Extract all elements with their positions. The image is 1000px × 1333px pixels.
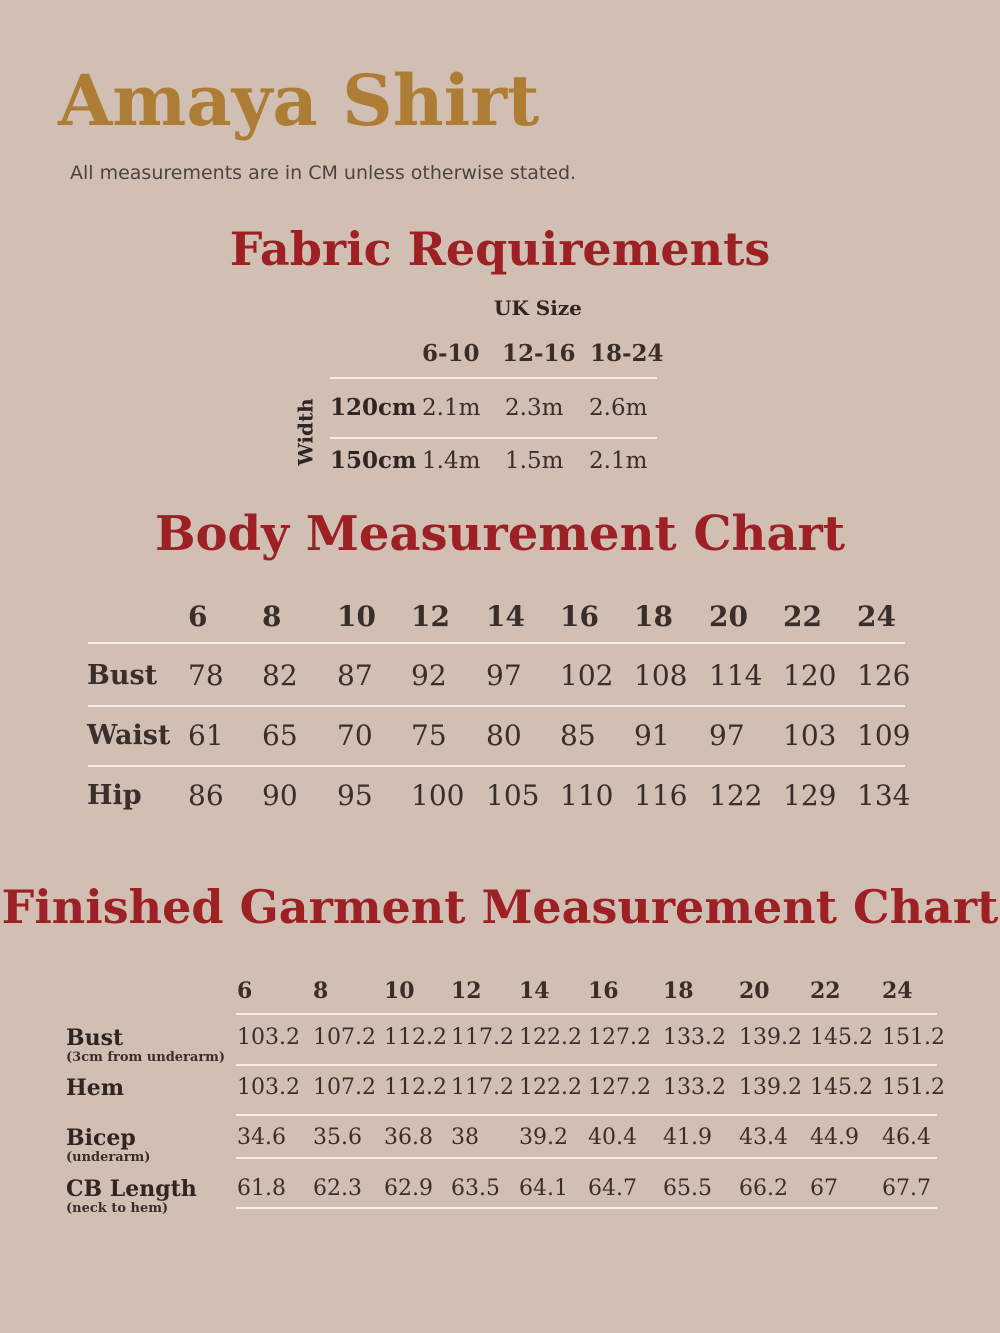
row-divider bbox=[236, 1157, 937, 1159]
body-value: 61 bbox=[188, 719, 224, 752]
body-value: 78 bbox=[188, 659, 224, 692]
garment-value: 107.2 bbox=[313, 1025, 376, 1050]
body-value: 103 bbox=[783, 719, 837, 752]
garment-value: 65.5 bbox=[663, 1176, 712, 1201]
garment-row-note: (3cm from underarm) bbox=[66, 1050, 226, 1065]
body-size-header: 20 bbox=[709, 600, 748, 633]
garment-value: 103.2 bbox=[237, 1025, 300, 1050]
garment-row-label: Bust bbox=[66, 1025, 124, 1051]
body-value: 85 bbox=[560, 719, 596, 752]
garment-size-header: 12 bbox=[451, 978, 482, 1004]
garment-value: 112.2 bbox=[384, 1075, 447, 1100]
fabric-value: 2.3m bbox=[505, 395, 564, 421]
garment-row-note: (neck to hem) bbox=[66, 1201, 169, 1216]
body-value: 86 bbox=[188, 779, 224, 812]
row-divider bbox=[330, 437, 657, 439]
garment-value: 63.5 bbox=[451, 1176, 500, 1201]
page-title: Amaya Shirt bbox=[58, 59, 540, 142]
fabric-size-header: 18-24 bbox=[590, 340, 664, 367]
body-value: 105 bbox=[486, 779, 540, 812]
garment-value: 46.4 bbox=[882, 1125, 931, 1150]
garment-value: 39.2 bbox=[519, 1125, 568, 1150]
garment-row-label: Bicep bbox=[66, 1125, 136, 1151]
garment-value: 43.4 bbox=[739, 1125, 788, 1150]
garment-size-header: 22 bbox=[810, 978, 841, 1004]
fabric-value: 1.4m bbox=[422, 448, 481, 474]
uk-size-label: UK Size bbox=[494, 296, 582, 320]
body-size-header: 24 bbox=[857, 600, 896, 633]
garment-value: 112.2 bbox=[384, 1025, 447, 1050]
garment-value: 67.7 bbox=[882, 1176, 931, 1201]
body-value: 97 bbox=[709, 719, 745, 752]
garment-value: 117.2 bbox=[451, 1075, 514, 1100]
body-value: 92 bbox=[411, 659, 447, 692]
garment-size-header: 24 bbox=[882, 978, 913, 1004]
garment-value: 145.2 bbox=[810, 1075, 873, 1100]
body-value: 65 bbox=[262, 719, 298, 752]
body-size-header: 14 bbox=[486, 600, 525, 633]
garment-size-header: 18 bbox=[663, 978, 694, 1004]
body-value: 70 bbox=[337, 719, 373, 752]
garment-row-label: Hem bbox=[66, 1075, 125, 1101]
fabric-value: 2.1m bbox=[422, 395, 481, 421]
body-size-header: 22 bbox=[783, 600, 822, 633]
garment-value: 145.2 bbox=[810, 1025, 873, 1050]
garment-value: 64.1 bbox=[519, 1176, 568, 1201]
garment-value: 127.2 bbox=[588, 1025, 651, 1050]
garment-size-header: 8 bbox=[313, 978, 329, 1004]
garment-value: 35.6 bbox=[313, 1125, 362, 1150]
body-value: 108 bbox=[634, 659, 688, 692]
fabric-size-header: 6-10 bbox=[422, 340, 480, 367]
body-measurement-title: Body Measurement Chart bbox=[154, 506, 846, 562]
row-divider bbox=[236, 1114, 937, 1116]
body-value: 82 bbox=[262, 659, 298, 692]
garment-value: 66.2 bbox=[739, 1176, 788, 1201]
garment-value: 62.3 bbox=[313, 1176, 362, 1201]
body-size-header: 12 bbox=[411, 600, 450, 633]
fabric-width-label: 120cm bbox=[330, 394, 417, 421]
body-value: 80 bbox=[486, 719, 522, 752]
fabric-requirements-title: Fabric Requirements bbox=[229, 222, 771, 276]
garment-value: 151.2 bbox=[882, 1075, 945, 1100]
body-value: 102 bbox=[560, 659, 614, 692]
garment-size-header: 16 bbox=[588, 978, 619, 1004]
body-value: 90 bbox=[262, 779, 298, 812]
garment-size-header: 20 bbox=[739, 978, 770, 1004]
garment-value: 122.2 bbox=[519, 1075, 582, 1100]
garment-value: 151.2 bbox=[882, 1025, 945, 1050]
body-row-label: Bust bbox=[87, 660, 158, 691]
row-divider bbox=[88, 705, 905, 707]
garment-size-header: 6 bbox=[237, 978, 253, 1004]
row-divider bbox=[236, 1064, 937, 1066]
body-value: 122 bbox=[709, 779, 763, 812]
width-label: Width bbox=[293, 398, 318, 466]
row-divider bbox=[330, 377, 657, 379]
body-value: 120 bbox=[783, 659, 837, 692]
body-value: 129 bbox=[783, 779, 837, 812]
garment-value: 139.2 bbox=[739, 1025, 802, 1050]
body-row-label: Waist bbox=[87, 720, 171, 751]
garment-row-label: CB Length bbox=[66, 1176, 197, 1202]
garment-measurement-title: Finished Garment Measurement Chart bbox=[1, 880, 999, 934]
body-value: 116 bbox=[634, 779, 688, 812]
body-value: 100 bbox=[411, 779, 465, 812]
garment-value: 41.9 bbox=[663, 1125, 712, 1150]
body-value: 97 bbox=[486, 659, 522, 692]
garment-value: 103.2 bbox=[237, 1075, 300, 1100]
fabric-value: 2.6m bbox=[589, 395, 648, 421]
garment-value: 62.9 bbox=[384, 1176, 433, 1201]
body-value: 87 bbox=[337, 659, 373, 692]
garment-value: 133.2 bbox=[663, 1025, 726, 1050]
garment-value: 44.9 bbox=[810, 1125, 859, 1150]
body-size-header: 10 bbox=[337, 600, 376, 633]
body-size-header: 8 bbox=[262, 600, 282, 633]
fabric-size-header: 12-16 bbox=[502, 340, 576, 367]
row-divider bbox=[88, 765, 905, 767]
fabric-width-label: 150cm bbox=[330, 447, 417, 474]
garment-row-note: (underarm) bbox=[66, 1150, 151, 1165]
body-row-label: Hip bbox=[87, 780, 142, 811]
garment-value: 117.2 bbox=[451, 1025, 514, 1050]
row-divider bbox=[88, 642, 905, 644]
garment-value: 67 bbox=[810, 1176, 838, 1201]
fabric-value: 2.1m bbox=[589, 448, 648, 474]
garment-value: 34.6 bbox=[237, 1125, 286, 1150]
garment-value: 36.8 bbox=[384, 1125, 433, 1150]
garment-size-header: 10 bbox=[384, 978, 415, 1004]
body-value: 126 bbox=[857, 659, 911, 692]
garment-size-header: 14 bbox=[519, 978, 550, 1004]
garment-value: 107.2 bbox=[313, 1075, 376, 1100]
body-value: 75 bbox=[411, 719, 447, 752]
garment-value: 122.2 bbox=[519, 1025, 582, 1050]
garment-value: 38 bbox=[451, 1125, 479, 1150]
body-value: 91 bbox=[634, 719, 670, 752]
garment-value: 61.8 bbox=[237, 1176, 286, 1201]
row-divider bbox=[236, 1013, 937, 1015]
row-divider bbox=[236, 1207, 937, 1209]
body-value: 95 bbox=[337, 779, 373, 812]
body-value: 110 bbox=[560, 779, 614, 812]
body-value: 134 bbox=[857, 779, 911, 812]
page-subtitle: All measurements are in CM unless otherwise stated. bbox=[70, 162, 577, 184]
garment-value: 127.2 bbox=[588, 1075, 651, 1100]
body-value: 109 bbox=[857, 719, 911, 752]
body-size-header: 18 bbox=[634, 600, 673, 633]
body-value: 114 bbox=[709, 659, 763, 692]
fabric-value: 1.5m bbox=[505, 448, 564, 474]
garment-value: 40.4 bbox=[588, 1125, 637, 1150]
garment-value: 139.2 bbox=[739, 1075, 802, 1100]
body-size-header: 6 bbox=[188, 600, 208, 633]
body-size-header: 16 bbox=[560, 600, 599, 633]
garment-value: 133.2 bbox=[663, 1075, 726, 1100]
garment-value: 64.7 bbox=[588, 1176, 637, 1201]
